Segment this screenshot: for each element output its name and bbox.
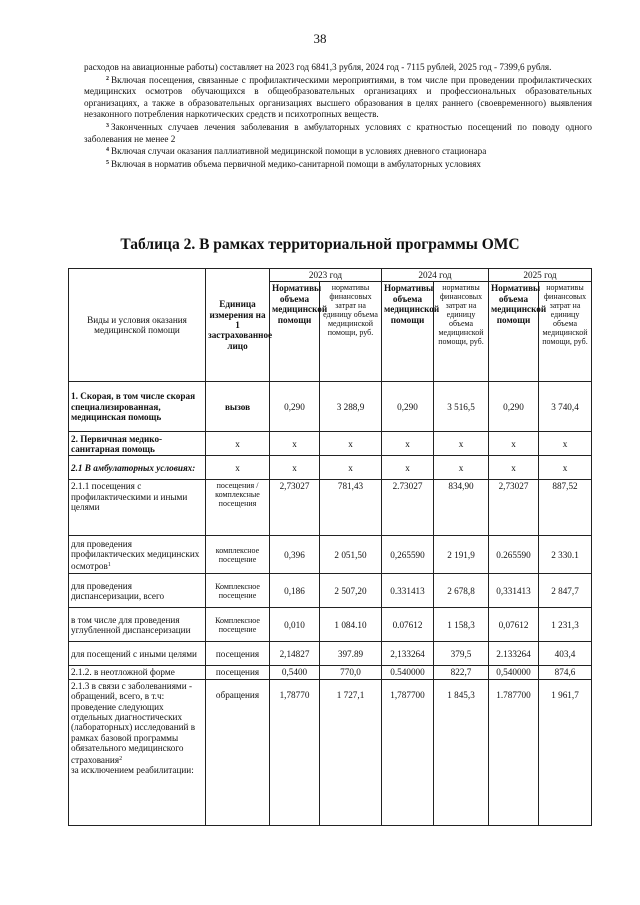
header-year-2024: 2024 год <box>382 269 489 282</box>
header-fin-2023: нормативы финансовых затрат на единицу объема медицинской помощи, руб. <box>320 282 382 382</box>
header-type: Виды и условия оказания медицинской помощи <box>69 269 206 382</box>
row-name <box>69 679 206 825</box>
row-unit: комплексное посещение <box>206 536 270 574</box>
footnote-3 <box>84 121 592 145</box>
cell: х <box>320 432 382 456</box>
footnote-text: Включая посещения, связанные с профилактическими мероприятиями, в том числе при проведении профилактических медицинских осмотров обучающихся в общеобразовательных организациях и профессиональных образовательных организациях, а также в образовательных организациях высшего образования в целях раннего (своевременного) выявления незаконного потребления наркотических средств и психотропных веществ. <box>84 74 592 120</box>
cell: 2.73027 <box>382 480 434 536</box>
footnotes <box>84 62 592 170</box>
cell: 2 330.1 <box>539 536 592 574</box>
cell: 1 231,3 <box>539 608 592 642</box>
cell: 3 516,5 <box>434 382 489 432</box>
footnote-mark: 4 <box>106 147 109 154</box>
cell: х <box>434 432 489 456</box>
cell: 834,90 <box>434 480 489 536</box>
footnote-4 <box>84 145 592 158</box>
cell: 0,010 <box>270 608 320 642</box>
cell: 2,14827 <box>270 642 320 666</box>
cell: 0,396 <box>270 536 320 574</box>
cell: 0,290 <box>382 382 434 432</box>
cell: 2 051,50 <box>320 536 382 574</box>
row-unit: х <box>206 432 270 456</box>
header-year-2023: 2023 год <box>270 269 382 282</box>
cell: 0.540000 <box>382 666 434 679</box>
cell: 2.133264 <box>489 642 539 666</box>
row-name-cont: проведение следующих отдельных диагностических (лабораторных) исследований в рамках базовой программы обязательного медицинского страхования <box>71 701 196 765</box>
cell: 379,5 <box>434 642 489 666</box>
row-name: для проведения диспансеризации, всего <box>69 574 206 608</box>
cell: 770,0 <box>320 666 382 679</box>
row-unit: Комплексное посещение <box>206 608 270 642</box>
footnote-ref: 1 <box>107 561 111 568</box>
row-name <box>69 536 206 574</box>
cell: 0,07612 <box>489 608 539 642</box>
header-year-2025: 2025 год <box>489 269 592 282</box>
row-unit: посещения / комплексные посещения <box>206 480 270 536</box>
row-name: в том числе для проведения углубленной диспансеризации <box>69 608 206 642</box>
cell: 0,290 <box>270 382 320 432</box>
row-unit: посещения <box>206 666 270 679</box>
cell: 1 084.10 <box>320 608 382 642</box>
cell: х <box>434 456 489 480</box>
table-row <box>69 608 592 642</box>
row-unit: Комплексное посещение <box>206 574 270 608</box>
cell: х <box>270 432 320 456</box>
cell: 2 191,9 <box>434 536 489 574</box>
footnote-5 <box>84 158 592 171</box>
table-row <box>69 642 592 666</box>
cell: х <box>539 432 592 456</box>
row-name: 1. Скорая, в том числе скорая специализированная, медицинская помощь <box>69 382 206 432</box>
cell: 1,787700 <box>382 679 434 825</box>
table-row <box>69 432 592 456</box>
header-norm-2024: Нормативы объема медицинской помощи <box>382 282 434 382</box>
row-name: 2.1 В амбулаторных условиях: <box>69 456 206 480</box>
footnote-2 <box>84 74 592 121</box>
header-norm-2023: Нормативы объема медицинской помощи <box>270 282 320 382</box>
cell: 2,133264 <box>382 642 434 666</box>
footnote-mark: 2 <box>106 75 109 82</box>
cell: х <box>382 432 434 456</box>
cell: 1.787700 <box>489 679 539 825</box>
cell: 822,7 <box>434 666 489 679</box>
table-row <box>69 382 592 432</box>
table-row <box>69 536 592 574</box>
row-unit: х <box>206 456 270 480</box>
table-row <box>69 456 592 480</box>
cell: 403,4 <box>539 642 592 666</box>
cell: х <box>320 456 382 480</box>
row-unit: посещения <box>206 642 270 666</box>
footnote-continuation: расходов на авиационные работы) составляет на 2023 год 6841,3 рубля, 2024 год - 7115 рублей, 2025 год - 7399,6 рубля. <box>84 62 552 72</box>
cell: х <box>489 456 539 480</box>
row-unit: обращения <box>206 679 270 825</box>
cell: 1 845,3 <box>434 679 489 825</box>
cell: 0.265590 <box>489 536 539 574</box>
table-row <box>69 679 592 825</box>
cell: 1,78770 <box>270 679 320 825</box>
row-unit: вызов <box>206 382 270 432</box>
row-name: для посещений с иными целями <box>69 642 206 666</box>
cell: 2,73027 <box>489 480 539 536</box>
cell: х <box>270 456 320 480</box>
cell: 874,6 <box>539 666 592 679</box>
cell: 2 847,7 <box>539 574 592 608</box>
cell: 1 727,1 <box>320 679 382 825</box>
table-row <box>69 574 592 608</box>
header-fin-2024: нормативы финансовых затрат на единицу объема медицинской помощи, руб. <box>434 282 489 382</box>
footnote-mark: 3 <box>106 122 109 129</box>
table-row <box>69 666 592 679</box>
row-name-end: за исключением реабилитации: <box>71 765 194 776</box>
row-name: 2. Первичная медико-санитарная помощь <box>69 432 206 456</box>
footnote-text: Законченных случаев лечения заболевания в амбулаторных условиях с кратностью посещений по поводу одного заболевания не менее 2 <box>84 121 592 144</box>
cell: 0,540000 <box>489 666 539 679</box>
page-number: 38 <box>313 31 327 46</box>
row-name: 2.1.2. в неотложной форме <box>69 666 206 679</box>
row-name: 2.1.1 посещения с профилактическими и иными целями <box>69 480 206 536</box>
cell: х <box>489 432 539 456</box>
cell: 781,43 <box>320 480 382 536</box>
footnote-text: Включая случаи оказания паллиативной медицинской помощи в условиях дневного стационара <box>111 146 487 157</box>
cell: 1 158,3 <box>434 608 489 642</box>
cell: 2 678,8 <box>434 574 489 608</box>
cell: 3 740,4 <box>539 382 592 432</box>
cell: 0.07612 <box>382 608 434 642</box>
row-name-text: для проведения профилактических медицинских осмотров <box>71 538 200 571</box>
cell: 2,73027 <box>270 480 320 536</box>
table-row <box>69 480 592 536</box>
table-title: Таблица 2. В рамках территориальной программы ОМС <box>120 236 520 253</box>
cell: 0,186 <box>270 574 320 608</box>
row-name-text: 2.1.3 в связи с заболеваниями - обращений, всего, в т.ч: <box>71 680 193 702</box>
cell: 887,52 <box>539 480 592 536</box>
cell: х <box>382 456 434 480</box>
cell: 0,5400 <box>270 666 320 679</box>
footnote-text: Включая в норматив объема первичной медико-санитарной помощи в амбулаторных условиях <box>111 158 481 169</box>
cell: 1 961,7 <box>539 679 592 825</box>
header-fin-2025: нормативы финансовых затрат на единицу объема медицинской помощи, руб. <box>539 282 592 382</box>
cell: 0.331413 <box>382 574 434 608</box>
cell: 397.89 <box>320 642 382 666</box>
cell: 0,290 <box>489 382 539 432</box>
omc-table <box>68 268 592 826</box>
cell: х <box>539 456 592 480</box>
header-norm-2025: Нормативы объема медицинской помощи <box>489 282 539 382</box>
footnote-mark: 5 <box>106 159 109 166</box>
header-unit: Единица измерения на 1 застрахованное лицо <box>206 269 270 382</box>
cell: 3 288,9 <box>320 382 382 432</box>
cell: 2 507,20 <box>320 574 382 608</box>
footnote-ref: 2 <box>119 755 123 762</box>
cell: 0,331413 <box>489 574 539 608</box>
cell: 0,265590 <box>382 536 434 574</box>
